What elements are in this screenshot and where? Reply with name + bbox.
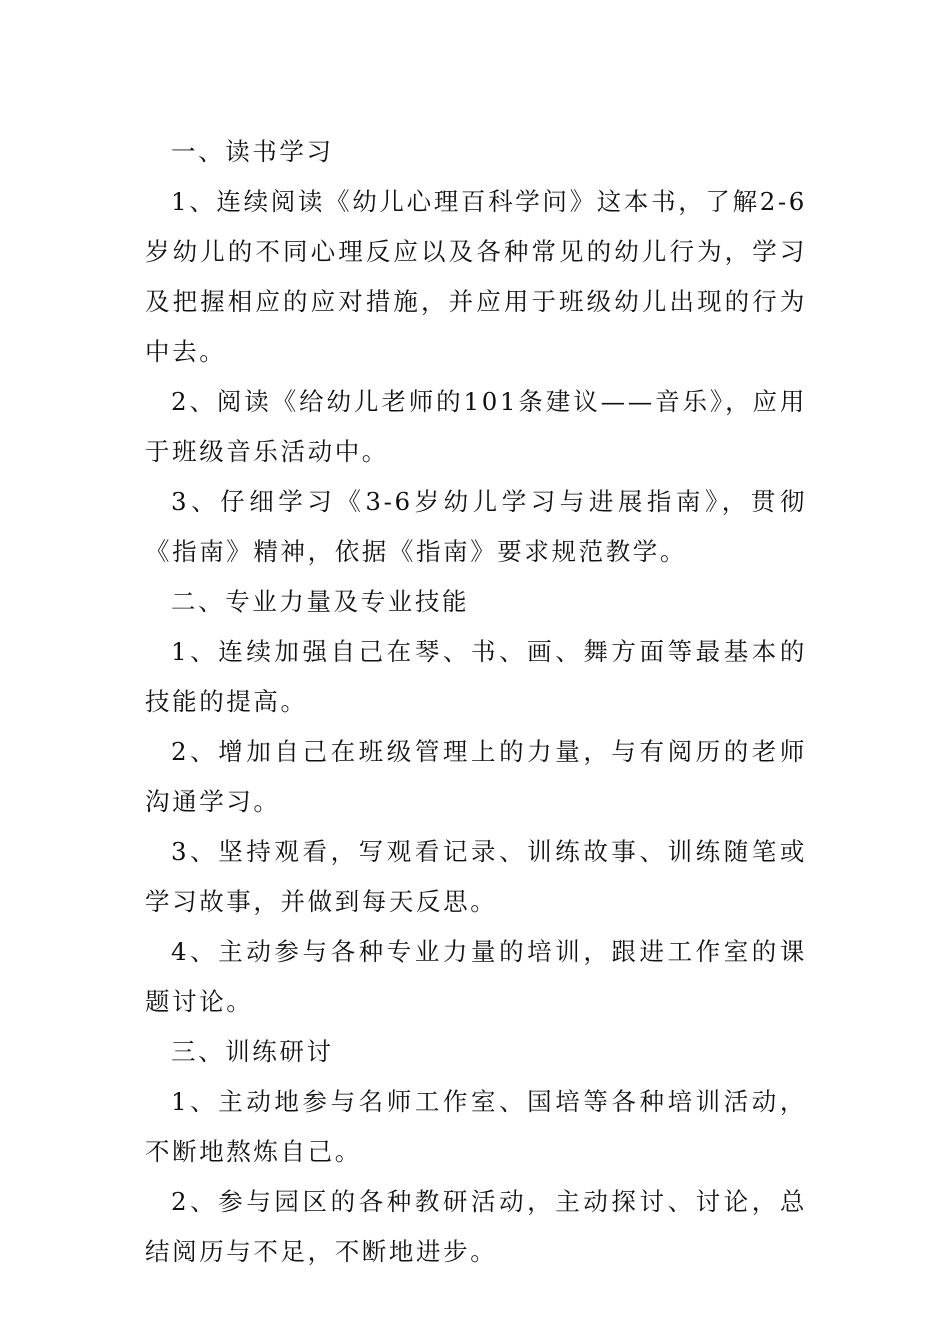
reading-item-1: 1、连续阅读《幼儿心理百科学问》这本书，了解2-6岁幼儿的不同心理反应以及各种常见的幼儿行为，学习及把握相应的应对措施，并应用于班级幼儿出现的行为中去。 <box>145 187 807 366</box>
section-heading-training: 三、训练研讨 <box>171 1037 334 1066</box>
section-heading-reading: 一、读书学习 <box>171 137 334 166</box>
reading-item-3: 3、仔细学习《3-6岁幼儿学习与进展指南》，贯彻《指南》精神，依据《指南》要求规范教学。 <box>145 487 807 566</box>
document-page <box>145 127 807 1277</box>
professional-item-4: 4、主动参与各种专业力量的培训，跟进工作室的课题讨论。 <box>145 937 807 1016</box>
training-item-2: 2、参与园区的各种教研活动，主动探讨、讨论，总结阅历与不足，不断地进步。 <box>145 1187 807 1266</box>
professional-item-1: 1、连续加强自己在琴、书、画、舞方面等最基本的技能的提高。 <box>145 637 807 716</box>
professional-item-3: 3、坚持观看，写观看记录、训练故事、训练随笔或学习故事，并做到每天反思。 <box>145 837 807 916</box>
reading-item-2: 2、阅读《给幼儿老师的101条建议——音乐》，应用于班级音乐活动中。 <box>145 387 807 466</box>
professional-item-2: 2、增加自己在班级管理上的力量，与有阅历的老师沟通学习。 <box>145 737 807 816</box>
training-item-1: 1、主动地参与名师工作室、国培等各种培训活动，不断地熬炼自己。 <box>145 1087 807 1166</box>
section-heading-professional: 二、专业力量及专业技能 <box>171 587 470 616</box>
